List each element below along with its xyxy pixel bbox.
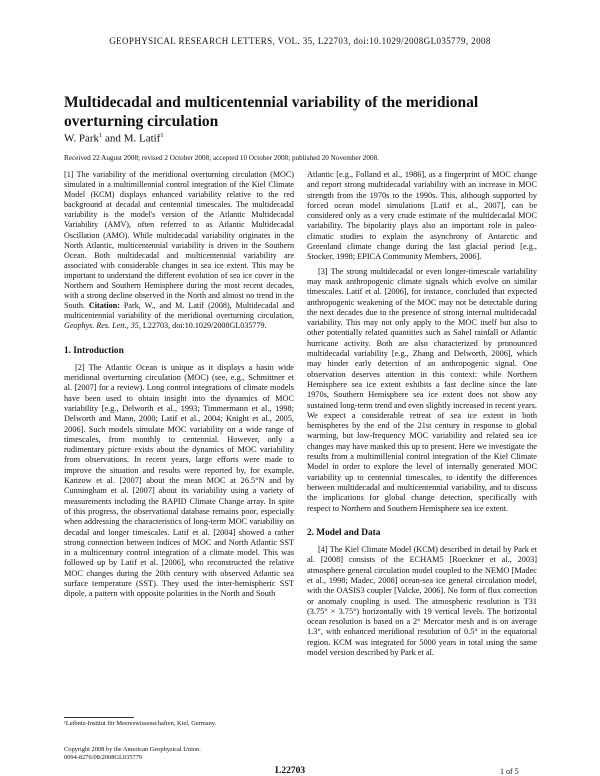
paragraph-3-marker: [3]	[318, 266, 328, 276]
author-1-affiliation: 1	[99, 132, 103, 139]
paragraph-3-text: The strong multidecadal or even longer-timescale variability may mask anthropogenic climate signals which evolve on similar timescales. Latif et al. [2006], for instance, concluded that expected anthropogenic weakening of the MOC may not be detectable during the next decades due to the presence of strong internal multidecadal variability. This may not only apply to the MOC itself but also to other potentially related quantities such as Sahel rainfall or Atlantic hurricane activity. Both are also characterized by pronounced multidecadal variability [e.g., Zhang and Delworth, 2006], which may hinder early detection of an anthropogenic signal. One observation deserves attention in this context: while Northern Hemisphere sea ice extent exhibits a fast decline since the late 1970s, Southern Hemisphere sea ice extent does not show any sustained long-term trend and even slightly increased in recent years. We expect a considerable retreat of sea ice extent in both hemispheres by the end of the 21st century in response to global warming, but low-frequency MOC variability and related sea ice changes may have masked this up to present. Here we investigate the results from a multimillenial control integration of the Kiel Climate Model in order to explore the level of internally generated MOC variability up to centennial timescales, to identify the differences between multidecadal and multicentennial variability, and to discuss the implications for global change detection, specifically with respect to Northern and Southern Hemisphere sea ice extent.	[307, 266, 537, 513]
citation-text: Park, W., and M. Latif (2008), Multidecadal and multicentennial variability of the meridional overturning circulation,	[64, 301, 295, 321]
authors	[64, 132, 164, 145]
section-heading-model-and-data: 2. Model and Data	[307, 527, 381, 538]
paragraph-4	[307, 545, 537, 658]
paragraph-2-marker: [2]	[75, 362, 85, 372]
issn-line: 0094-8276/08/2008GL035779	[64, 754, 143, 761]
paragraph-4-text: The Kiel Climate Model (KCM) described in detail by Park et al. [2008] consists of the ECHAM5 [Roeckner et al., 2003] atmosphere general circulation model coupled to the NEMO [Madec et al., 1998; Madec, 2008] ocean-sea ice general circulation model, with the OASIS3 coupler [Valcke, 2006]. No form of flux correction or anomaly coupling is used. The atmospheric resolution is T31 (3.75° × 3.75°) horizontally with 19 vertical levels. The horizontal ocean resolution is based on a 2° Mercator mesh and is on average 1.3°, with enhanced meridional resolution of 0.5° in the equatorial region. KCM was integrated for 5000 years in total using the same model version described by Park et al.	[307, 545, 537, 658]
copyright-block	[64, 746, 201, 762]
abstract-marker: [1]	[64, 170, 74, 179]
paragraph-4-marker: [4]	[318, 545, 328, 555]
section-heading-introduction: 1. Introduction	[64, 345, 124, 356]
author-2: M. Latif	[123, 132, 161, 145]
article-id: L22703	[275, 766, 306, 776]
paragraph-2-continued: Atlantic [e.g., Folland et al., 1986], as a fingerprint of MOC change and report strong multidecadal variability with an increase in MOC strength from the 1970s to the 1990s. This, although supported by forced ocean model simulations [Latif et al., 2007], can be considered only as a very crude estimate of the multidecadal MOC variability. The bipolarity plays also an important role in paleo-climatic studies to explain the asynchrony of Antarctic and Greenland climate change during the last glacial period [e.g., Stocker, 1998; EPICA Community Members, 2006].	[307, 170, 537, 262]
left-column	[64, 170, 294, 600]
paragraph-2	[64, 363, 294, 600]
author-2-affiliation: 1	[160, 132, 164, 139]
authors-and: and	[105, 132, 121, 145]
author-1: W. Park	[64, 132, 100, 145]
received-dates: Received 22 August 2008; revised 2 October 2008; accepted 10 October 2008; published 20 November 2008.	[64, 154, 379, 162]
citation-tail: L22703, doi:10.1029/2008GL035779.	[142, 321, 267, 331]
affiliation-footnote: ¹Leibniz-Institut für Meereswissenschaften, Kiel, Germany.	[64, 720, 217, 727]
running-head: GEOPHYSICAL RESEARCH LETTERS, VOL. 35, L22703, doi:10.1029/2008GL035779, 2008	[109, 36, 491, 46]
abstract	[64, 170, 294, 332]
footnote-divider	[64, 717, 134, 718]
article-title: Multidecadal and multicentennial variability of the meridional overturning circulation	[64, 94, 479, 130]
citation-journal: Geophys. Res. Lett., 35,	[64, 321, 141, 331]
abstract-text: The variability of the meridional overturning circulation (MOC) simulated in a multimillennial control integration of the Kiel Climate Model (KCM) displays enhanced variability relative to the red background at decadal and centennial timescales. The multidecadal variability is the model's version of the Atlantic Multidecadal Variability (AMV), often referred to as Atlantic Multidecadal Oscillation (AMO). While multidecadal variability originates in the North Atlantic, multicentennial variability is driven in the Southern Ocean. Both multidecadal and multicentennial variability are associated with considerable changes in sea ice extent. This may be important to understand the different evolution of sea ice cover in the Northern and Southern Hemisphere during the most recent decades, with a strong decline observed in the North and almost no trend in the South.	[64, 170, 294, 311]
page-number: 1 of 5	[500, 767, 519, 776]
copyright-line: Copyright 2008 by the American Geophysical Union.	[64, 746, 201, 753]
paragraph-2-text: The Atlantic Ocean is unique as it displays a basin wide meridional overturning circulation (MOC) (see, e.g., Schmittner et al. [2007] for a review). Long control integrations of climate models have been used to obtain insight into the dynamics of MOC variability [e.g., Delworth et al., 1993; Timmermann et al., 1998; Delworth and Mann, 2000; Latif et al., 2004; Knight et al., 2005, 2006]. Such models simulate MOC variability on a wide range of timescales, from monthly to centennial. However, only a rudimentary picture exists about the dynamics of MOC variability from observations. In recent years, large efforts were made to improve the situation and results were reported by, for example, Kanzow et al. [2007] about the mean MOC at 26.5°N and by Cunningham et al. [2007] about its variability using a variety of measurements including the RAPID Climate Change array. In spite of this progress, the observational database remains poor, especially when addressing the characteristics of long-term MOC variability on decadal and longer timescales. Latif et al. [2004] showed a rather strong connection between indices of MOC and North Atlantic SST in a multicentury control integration of a climate model. This was followed up by Latif et al. [2006], who reconstructed the relative MOC changes during the 20th century with observed Atlantic sea surface temperature (SST). They used the inter-hemispheric SST dipole, a pattern with opposite polarities in the North and South	[64, 362, 294, 599]
citation-label: Citation:	[88, 301, 120, 311]
paragraph-3	[307, 267, 537, 514]
right-column	[307, 170, 537, 658]
